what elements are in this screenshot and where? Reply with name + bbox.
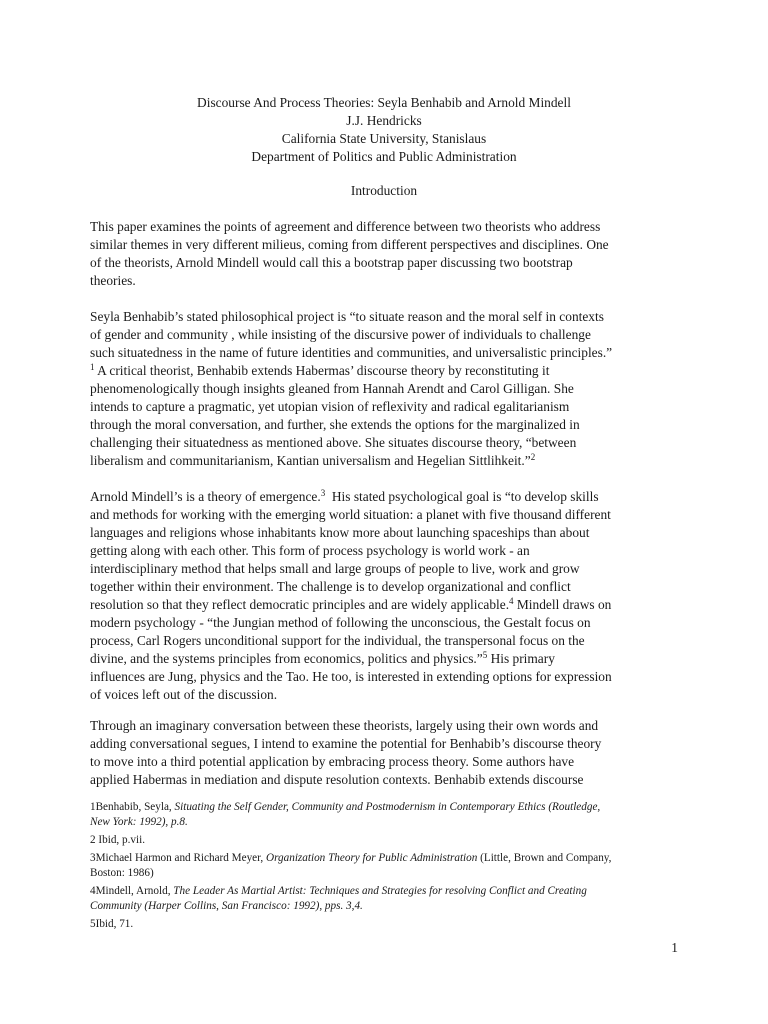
footnote-4: 4Mindell, Arnold, The Leader As Martial Artist: Techniques and Strategies for resolving Conflict and Creating Community (Harper Collins, San Francisco: 1992), pps. 3,4. [90,885,587,912]
title-block [0,94,768,166]
text-line: This paper examines the points of agreement and difference between two theorists who address [90,219,601,234]
paragraph-4 [90,717,690,789]
text-line: together within their environment. The challenge is to develop organizational and conflict [90,579,571,594]
text-line: of voices left out of the discussion. [90,687,278,702]
department: Department of Politics and Public Administration [251,149,517,164]
text-line: modern psychology - “the Jungian method of following the unconscious, the Gestalt focus on [90,615,591,630]
text-line: of the theorists, Arnold Mindell would call this a bootstrap paper discussing two bootstrap [90,255,573,270]
text-line: resolution so that they reflect democratic principles and are widely applicable.$^4$ Mindell draws on [90,596,612,612]
text-line: and methods for working with the emerging world situation: a planet with five thousand different [90,507,611,522]
paper-title: Discourse And Process Theories: Seyla Benhabib and Arnold Mindell [197,95,571,110]
text-line: such situatedness in the name of future identities and communities, and universalistic principles.” [90,345,613,360]
footnote-ref[interactable]: 1 [90,362,95,372]
institution: California State University, Stanislaus [281,131,487,146]
text-line: influences are Jung, physics and the Tao. He too, is interested in extending options for expression [90,669,612,684]
text-line: interdisciplinary method that helps small and large groups of people to live, work and grow [90,561,580,576]
footnotes [90,800,690,932]
author-name: J.J. Hendricks [346,113,422,128]
text-line: phenomenologically though insights gleaned from Hannah Arendt and Carol Gilligan. She [90,381,574,396]
text-line: $^1$ A critical theorist, Benhabib extends Habermas’ discourse theory by reconstituting it [90,362,550,378]
text-line: challenging their situatedness as mentioned above. She situates discourse theory, “between [90,435,577,450]
footnote-ref[interactable]: 2 [530,452,536,462]
paragraph-3 [90,488,690,704]
text-line: divine, and the systems principles from economics, politics and physics.”$^5$ His primary [90,650,555,666]
text-line: languages and religions whose inhabitants know more about launching spaceships than about [90,525,590,540]
text-line: adding conversational segues, I intend to examine the potential for Benhabib’s discourse theory [90,736,602,751]
text-line: similar themes in very different milieus, coming from different perspectives and disciplines. One [90,237,609,252]
text-line: to move into a third potential application by embracing process theory. Some authors have [90,754,575,769]
text-line: of gender and community , while insisting of the discursive power of individuals to challenge [90,327,591,342]
text-line: process, Carl Rogers unconditional support for the individual, the transpersonal focus on the [90,633,585,648]
footnote-1: 1Benhabib, Seyla, Situating the Self Gender, Community and Postmodernism in Contemporary Ethics (Routledge, New York: 1992), p.8. [90,801,601,828]
section-heading: Introduction [350,183,418,198]
text-line: getting along with each other. This form of process psychology is world work - an [90,543,530,558]
footnote-2: 2 Ibid, p.vii. [90,834,146,846]
text-line: Arnold Mindell’s is a theory of emergence.$^3$ His stated psychological goal is “to develop skills [90,488,599,504]
page-number: 1 [671,940,678,955]
footnote-ref[interactable]: 5 [482,650,488,660]
text-line: Through an imaginary conversation between these theorists, largely using their own words and [90,718,599,733]
text-line: theories. [90,273,136,288]
text-line: intends to capture a pragmatic, yet utopian vision of reflexivity and radical egalitarianism [90,399,570,414]
text-line: liberalism and communitarianism, Kantian universalism and Hegelian Sittlihkeit.”$^2$ [90,452,536,468]
paragraph-1 [90,218,690,290]
footnote-ref[interactable]: 4 [509,596,514,606]
text-line: Seyla Benhabib’s stated philosophical project is “to situate reason and the moral self in contexts [90,309,604,324]
text-line: applied Habermas in mediation and dispute resolution contexts. Benhabib extends discourse [90,772,584,787]
footnote-5: 5Ibid, 71. [90,918,134,930]
text-line: through the moral conversation, and further, she extends the options for the marginalized in [90,417,580,432]
footnote-3: 3Michael Harmon and Richard Meyer, Organization Theory for Public Administration (Little, Brown and Company, Boston: 1986) [90,852,612,879]
paragraph-2 [90,308,690,470]
footnote-ref[interactable]: 3 [320,488,326,498]
